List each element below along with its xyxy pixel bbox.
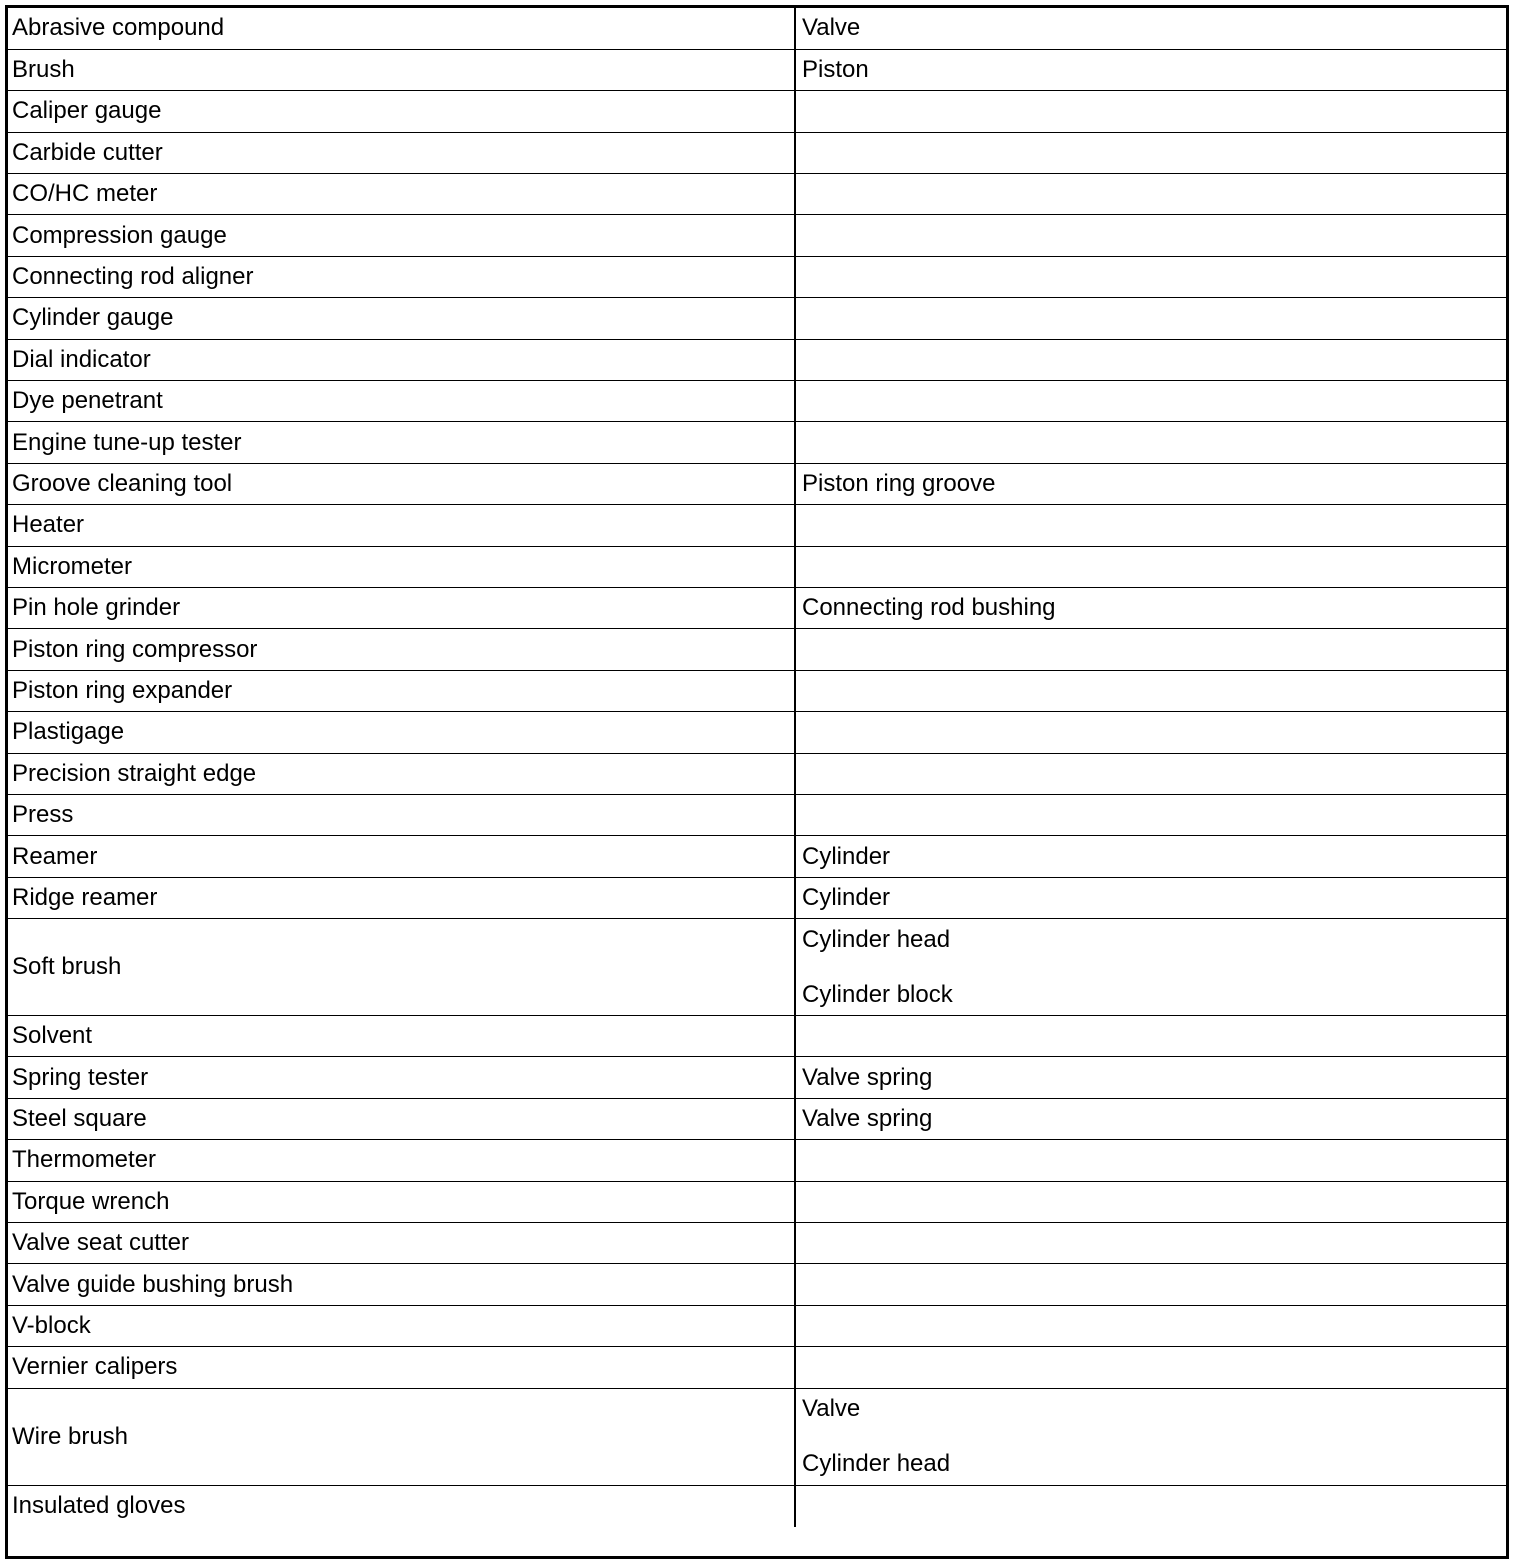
part-cell [795,1347,1506,1388]
tools-table [8,8,1506,1527]
tool-cell: Soft brush [8,919,795,1016]
table-row [8,1016,1506,1057]
tool-cell: Reamer [8,836,795,877]
table-row [8,1305,1506,1346]
tool-cell: Abrasive compound [8,8,795,49]
tool-cell: Brush [8,49,795,90]
tool-cell: Precision straight edge [8,753,795,794]
part-cell [795,8,1506,49]
table-row [8,794,1506,835]
tool-cell: V-block [8,1305,795,1346]
part-cell [795,339,1506,380]
table-row [8,8,1506,49]
table-row [8,256,1506,297]
tool-cell: Steel square [8,1098,795,1139]
part-label: Cylinder head [802,925,951,953]
tool-cell: Solvent [8,1016,795,1057]
tool-cell: Engine tune-up tester [8,422,795,463]
table-row [8,877,1506,918]
table-row [8,174,1506,215]
table-row [8,1485,1506,1526]
tool-cell: Connecting rod aligner [8,256,795,297]
part-label: Connecting rod bushing [802,594,1056,622]
part-label: Valve spring [802,1063,933,1091]
tool-cell: Piston ring expander [8,670,795,711]
tool-cell: Thermometer [8,1140,795,1181]
table-row [8,670,1506,711]
tool-cell: Groove cleaning tool [8,463,795,504]
table-row [8,836,1506,877]
tool-cell: Valve seat cutter [8,1223,795,1264]
part-cell [795,1388,1506,1485]
part-cell [795,1264,1506,1305]
table-row [8,1388,1506,1485]
table-row [8,712,1506,753]
table-row [8,546,1506,587]
table-row [8,339,1506,380]
part-cell [795,836,1506,877]
tools-table-body [8,8,1506,1527]
table-row [8,1098,1506,1139]
table-row [8,1264,1506,1305]
part-cell [795,877,1506,918]
part-label: Cylinder block [802,980,953,1008]
table-row [8,629,1506,670]
tool-cell: Insulated gloves [8,1485,795,1526]
part-cell [795,422,1506,463]
tool-cell: Wire brush [8,1388,795,1485]
part-cell [795,587,1506,628]
tool-cell: Spring tester [8,1057,795,1098]
tool-cell: Micrometer [8,546,795,587]
part-label: Piston ring groove [802,469,996,497]
part-cell [795,1181,1506,1222]
part-cell [795,215,1506,256]
tools-table-frame [5,5,1509,1559]
table-row [8,91,1506,132]
part-cell [795,174,1506,215]
tool-cell: Dye penetrant [8,381,795,422]
part-cell [795,919,1506,1016]
table-row [8,1057,1506,1098]
part-cell [795,132,1506,173]
tool-cell: Ridge reamer [8,877,795,918]
tool-cell: Pin hole grinder [8,587,795,628]
part-cell [795,505,1506,546]
part-cell [795,794,1506,835]
tool-cell: Carbide cutter [8,132,795,173]
table-row [8,919,1506,1016]
table-row [8,49,1506,90]
tool-cell: Valve guide bushing brush [8,1264,795,1305]
table-row [8,463,1506,504]
part-label: Piston [802,56,869,84]
part-label: Valve [802,1395,861,1423]
part-cell [795,381,1506,422]
part-cell [795,1057,1506,1098]
part-cell [795,1140,1506,1181]
part-cell [795,670,1506,711]
table-row [8,422,1506,463]
table-row [8,587,1506,628]
tool-cell: Piston ring compressor [8,629,795,670]
part-cell [795,1223,1506,1264]
table-row [8,298,1506,339]
part-label: Valve spring [802,1105,933,1133]
tool-cell: Caliper gauge [8,91,795,132]
table-row [8,505,1506,546]
tool-cell: Press [8,794,795,835]
part-cell [795,49,1506,90]
part-label: Cylinder [802,883,891,911]
table-row [8,1347,1506,1388]
tool-cell: Dial indicator [8,339,795,380]
table-row [8,1223,1506,1264]
part-label: Valve [802,14,861,42]
part-cell [795,629,1506,670]
table-row [8,132,1506,173]
part-cell [795,256,1506,297]
table-row [8,753,1506,794]
table-row [8,1181,1506,1222]
part-cell [795,753,1506,794]
part-cell [795,463,1506,504]
table-row [8,1140,1506,1181]
tool-cell: Torque wrench [8,1181,795,1222]
table-row [8,381,1506,422]
part-cell [795,1098,1506,1139]
tool-cell: Heater [8,505,795,546]
part-cell [795,1016,1506,1057]
part-label: Cylinder [802,842,891,870]
tool-cell: Compression gauge [8,215,795,256]
part-cell [795,546,1506,587]
part-label: Cylinder head [802,1450,951,1478]
tool-cell: Vernier calipers [8,1347,795,1388]
part-cell [795,1485,1506,1526]
tool-cell: Plastigage [8,712,795,753]
part-cell [795,712,1506,753]
tool-cell: CO/HC meter [8,174,795,215]
part-cell [795,91,1506,132]
table-row [8,215,1506,256]
part-cell [795,1305,1506,1346]
tool-cell: Cylinder gauge [8,298,795,339]
part-cell [795,298,1506,339]
